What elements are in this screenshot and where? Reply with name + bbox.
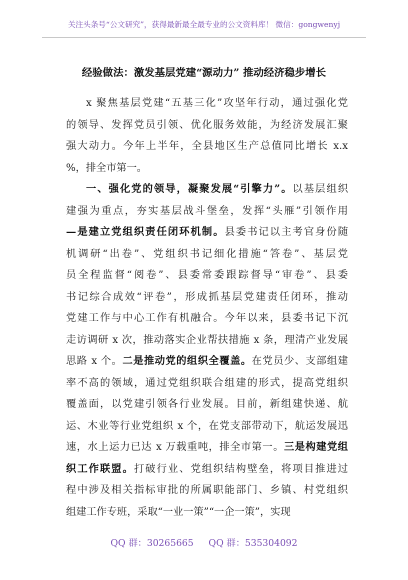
body-line xyxy=(66,115,348,137)
text-run: 运、木业等行业党组织 x 个，在党支部带动下，航运发展迅 xyxy=(66,420,348,432)
text-run: 思路 x 个。 xyxy=(66,356,123,367)
body-line xyxy=(66,308,348,330)
body-line xyxy=(66,179,348,201)
body-line xyxy=(66,437,348,459)
footer-qq-group-1: QQ 群：30265665 xyxy=(110,538,194,549)
bold-run: 是建立党组织责任闭环机制。 xyxy=(76,226,225,238)
bold-run: 三是构建党组 xyxy=(283,441,348,453)
bold-run: 织工作联盟。 xyxy=(66,462,134,475)
body-line xyxy=(66,480,348,502)
footer xyxy=(0,535,408,549)
text-run: 书记综合成效“评卷”，形成抓基层党建责任闭环，推动 xyxy=(66,291,348,303)
text-run: x 聚焦基层党建“五基三化”攻坚年行动，通过强化党 xyxy=(86,98,348,109)
bold-run: 一、强化党的领导，凝聚发展“引擎力”。 xyxy=(86,183,293,195)
text-run: 党建工作与中心工作有机融合。今年以来，县委书记下沉 xyxy=(66,313,348,324)
text-run: 县委书记以主考官身份随 xyxy=(224,227,348,238)
body-line xyxy=(66,93,348,115)
body-line xyxy=(66,330,348,352)
text-run: 覆盖面，以党建引领各行业发展。目前，新组建快递、航 xyxy=(66,399,348,410)
body-line xyxy=(66,394,348,416)
body-line xyxy=(66,244,348,266)
body-line xyxy=(66,459,348,481)
bold-run: 二是推动党的组织全覆盖。 xyxy=(122,355,252,367)
text-run: %，排全市第一。 xyxy=(66,162,147,174)
text-run: 打破行业、党组织结构壁垒，将项目推进过 xyxy=(133,463,348,475)
text-run: 机调研“出卷”、党组织书记细化措施“答卷”、基层党 xyxy=(66,248,348,260)
header-banner: 关注头条号“公文研究”，获得最新最全最专业的公文资料库！ 微信：gongwenyj xyxy=(67,20,341,29)
text-run: 以基层组织 xyxy=(292,184,348,195)
bold-run: — xyxy=(66,226,77,238)
text-run: 程中涉及相关指标审批的所属职能部门、乡镇、村党组织 xyxy=(66,485,348,496)
footer-qq-group-2: QQ 群：535304092 xyxy=(208,538,298,549)
text-run: 的领导、发挥党员引领、优化服务效能，为经济发展汇聚 xyxy=(66,119,348,131)
document-title: 经验做法：激发基层党建“源动力” 推动经济稳步增长 xyxy=(81,67,327,79)
body-line xyxy=(66,265,348,287)
text-run: 率不高的领域，通过党组织联合组建的形式，提高党组织 xyxy=(66,377,348,389)
body-line xyxy=(66,158,348,180)
text-run: 速，水上运力已达 x 万载重吨，排全市第一。 xyxy=(66,442,284,453)
body-line xyxy=(66,222,348,244)
text-run: 强大动力。今年上半年，全县地区生产总值同比增长 x.x xyxy=(66,141,348,152)
text-run: 组建工作专班，采取“一业一策”“一企一策”，实现 xyxy=(66,506,291,518)
body-line xyxy=(66,287,348,309)
body-line xyxy=(66,351,348,373)
text-run: 员全程监督“阅卷”、县委常委跟踪督导“审卷”、县委 xyxy=(66,270,348,281)
body-line xyxy=(66,201,348,223)
document-body xyxy=(66,93,348,523)
body-line xyxy=(66,136,348,158)
header-divider xyxy=(42,37,366,38)
body-line xyxy=(66,502,348,524)
text-run: 在党员少、支部组建 xyxy=(251,356,348,367)
text-run: 建强为重点，夯实基层战斗堡垒，发挥“头雁”引领作用 xyxy=(66,205,348,217)
body-line xyxy=(66,373,348,395)
text-run: 走访调研 x 次，推动落实企业帮扶措施 x 条，理清产业发展 xyxy=(66,334,348,346)
body-line xyxy=(66,416,348,438)
